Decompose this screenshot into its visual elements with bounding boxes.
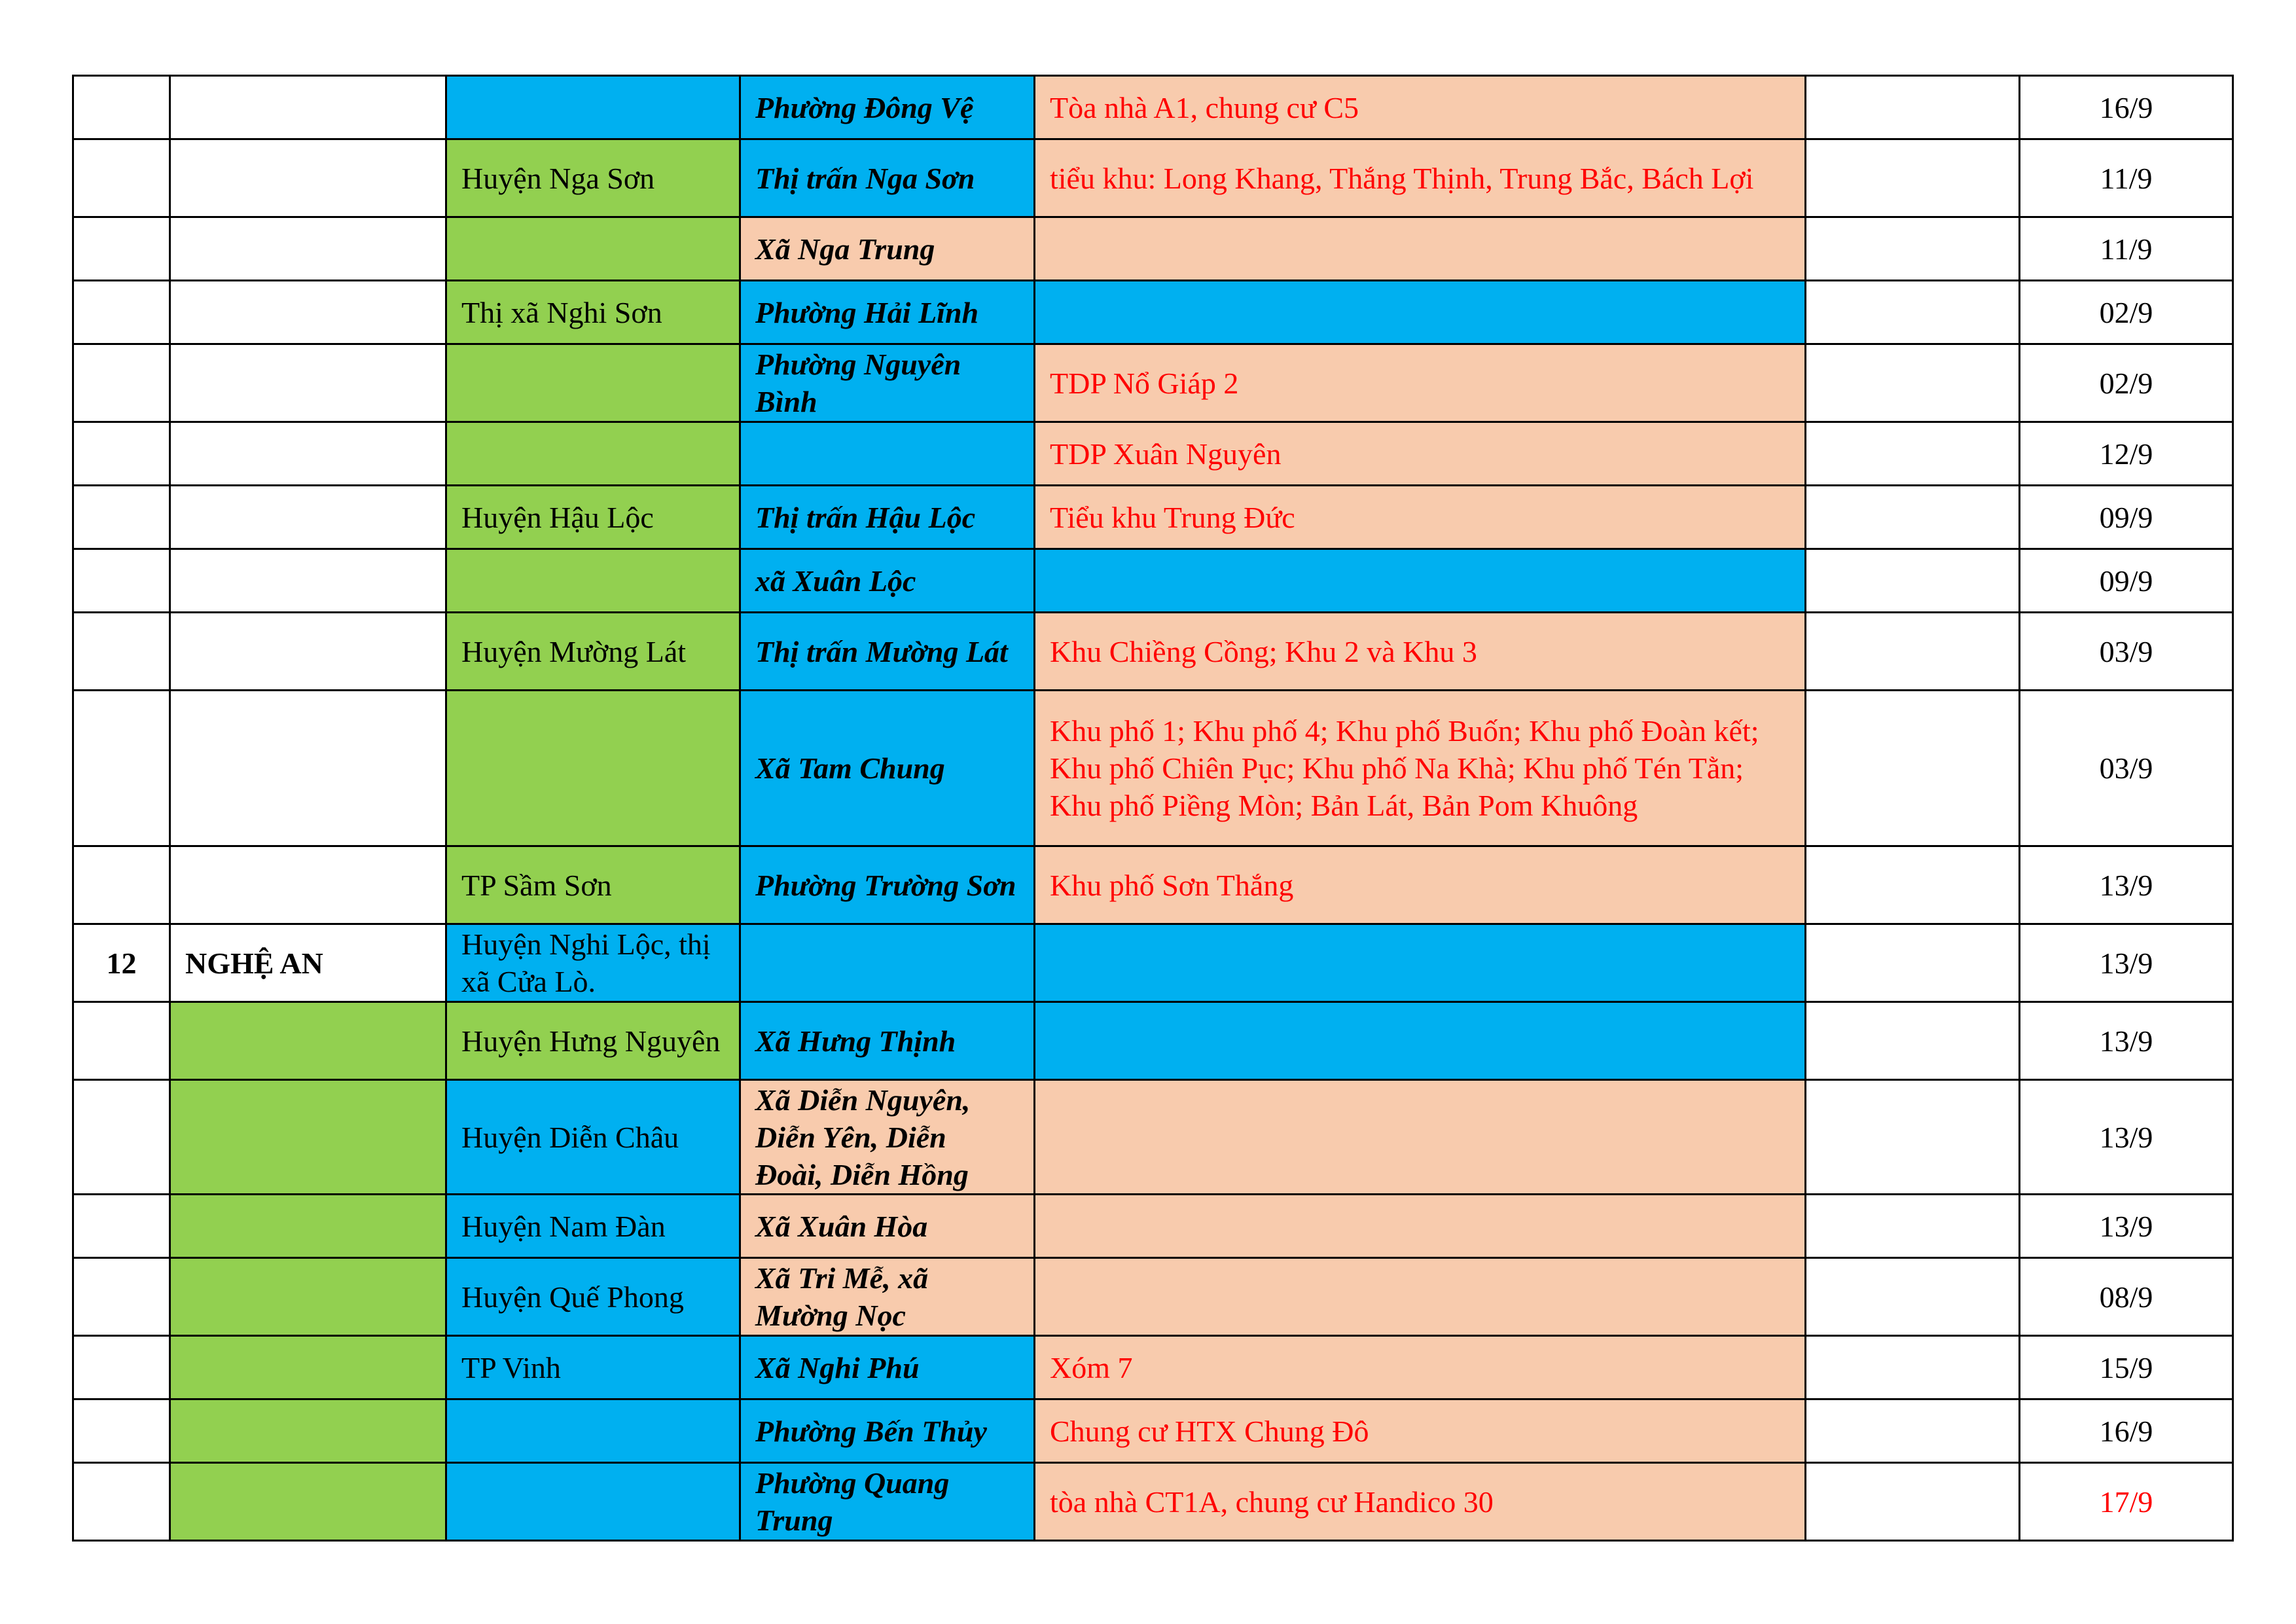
table-row [73,139,2233,217]
cell-ward [740,924,1035,1002]
cell-ward: Phường Hải Lĩnh [740,281,1035,344]
cell-stt [73,1258,170,1336]
cell-ward: Thị trấn Nga Sơn [740,139,1035,217]
cell-area: TDP Nổ Giáp 2 [1035,344,1806,422]
cell-date: 08/9 [2020,1258,2233,1336]
cell-district [446,344,740,422]
cell-province [170,1195,446,1258]
cell-date: 11/9 [2020,139,2233,217]
cell-district [446,1463,740,1541]
cell-stt: 12 [73,924,170,1002]
cell-province [170,344,446,422]
cell-date: 13/9 [2020,846,2233,924]
cell-note [1806,139,2020,217]
cell-stt [73,691,170,846]
cell-note [1806,613,2020,691]
cell-ward: Thị trấn Mường Lát [740,613,1035,691]
cell-date: 13/9 [2020,924,2233,1002]
cell-note [1806,1336,2020,1399]
cell-area [1035,281,1806,344]
cell-ward: Xã Hưng Thịnh [740,1002,1035,1080]
cell-stt [73,1002,170,1080]
cell-district: Huyện Hưng Nguyên [446,1002,740,1080]
cell-district: Huyện Nghi Lộc, thị xã Cửa Lò. [446,924,740,1002]
table-row [73,281,2233,344]
cell-date: 16/9 [2020,76,2233,139]
cell-province [170,139,446,217]
cell-stt [73,422,170,486]
table-row [73,1399,2233,1463]
cell-province [170,1002,446,1080]
cell-date: 13/9 [2020,1195,2233,1258]
cell-area: Xóm 7 [1035,1336,1806,1399]
cell-note [1806,924,2020,1002]
cell-note [1806,1399,2020,1463]
cell-stt [73,1195,170,1258]
cell-province [170,486,446,549]
cell-note [1806,344,2020,422]
cell-district [446,422,740,486]
cell-area: Tiểu khu Trung Đức [1035,486,1806,549]
cell-district: Huyện Mường Lát [446,613,740,691]
cell-stt [73,1399,170,1463]
cell-stt [73,1336,170,1399]
table-row [73,613,2233,691]
table-row [73,924,2233,1002]
cell-area [1035,1080,1806,1195]
table-row [73,1080,2233,1195]
cell-date: 16/9 [2020,1399,2233,1463]
cell-stt [73,76,170,139]
cell-area [1035,1002,1806,1080]
cell-note [1806,1258,2020,1336]
cell-note [1806,846,2020,924]
table-row [73,1463,2233,1541]
table-row [73,344,2233,422]
cell-date: 03/9 [2020,613,2233,691]
cell-date: 11/9 [2020,217,2233,281]
cell-ward: Phường Đông Vệ [740,76,1035,139]
cell-ward: Phường Trường Sơn [740,846,1035,924]
cell-province [170,1336,446,1399]
cell-ward: Thị trấn Hậu Lộc [740,486,1035,549]
cell-date: 02/9 [2020,281,2233,344]
cell-area [1035,1195,1806,1258]
cell-district: TP Sầm Sơn [446,846,740,924]
table-row [73,1195,2233,1258]
cell-province [170,1080,446,1195]
cell-date: 03/9 [2020,691,2233,846]
cell-province [170,76,446,139]
cell-note [1806,1195,2020,1258]
cell-province: NGHỆ AN [170,924,446,1002]
table-row [73,1002,2233,1080]
cell-stt [73,846,170,924]
cell-date: 15/9 [2020,1336,2233,1399]
cell-ward: Xã Nghi Phú [740,1336,1035,1399]
cell-stt [73,281,170,344]
cell-area [1035,217,1806,281]
cell-note [1806,422,2020,486]
cell-stt [73,344,170,422]
cell-ward: Xã Nga Trung [740,217,1035,281]
cell-district [446,1399,740,1463]
cell-ward [740,422,1035,486]
cell-province [170,1463,446,1541]
cell-stt [73,486,170,549]
cell-date: 13/9 [2020,1080,2233,1195]
cell-area: Tòa nhà A1, chung cư C5 [1035,76,1806,139]
cell-province [170,422,446,486]
cell-date: 09/9 [2020,486,2233,549]
cell-ward: Xã Xuân Hòa [740,1195,1035,1258]
cell-district [446,76,740,139]
cell-district: Huyện Diễn Châu [446,1080,740,1195]
cell-district: Huyện Nam Đàn [446,1195,740,1258]
table-row [73,422,2233,486]
table-body [73,76,2233,1541]
cell-note [1806,1080,2020,1195]
table-row [73,549,2233,613]
cell-stt [73,613,170,691]
table-row [73,76,2233,139]
table-row [73,846,2233,924]
cell-stt [73,549,170,613]
cell-ward: xã Xuân Lộc [740,549,1035,613]
cell-area: tiểu khu: Long Khang, Thắng Thịnh, Trung Bắc, Bách Lợi [1035,139,1806,217]
cell-district: Huyện Quế Phong [446,1258,740,1336]
cell-area: Khu phố 1; Khu phố 4; Khu phố Buốn; Khu phố Đoàn kết; Khu phố Chiên Pục; Khu phố Na Khà; Khu phố Tén Tằn; Khu phố Piềng Mòn; Bản Lát, Bản Pom Khuông [1035,691,1806,846]
cell-note [1806,1463,2020,1541]
cell-area: Chung cư HTX Chung Đô [1035,1399,1806,1463]
cell-province [170,1258,446,1336]
table-row [73,1336,2233,1399]
cell-note [1806,549,2020,613]
cell-province [170,846,446,924]
cell-area: Khu phố Sơn Thắng [1035,846,1806,924]
cell-district: TP Vinh [446,1336,740,1399]
cell-date: 17/9 [2020,1463,2233,1541]
cell-area [1035,924,1806,1002]
cell-area [1035,549,1806,613]
cell-ward: Xã Diễn Nguyên, Diễn Yên, Diễn Đoài, Diễn Hồng [740,1080,1035,1195]
cell-province [170,549,446,613]
cell-area: tòa nhà CT1A, chung cư Handico 30 [1035,1463,1806,1541]
cell-stt [73,1080,170,1195]
cell-note [1806,217,2020,281]
cell-area: TDP Xuân Nguyên [1035,422,1806,486]
cell-ward: Phường Quang Trung [740,1463,1035,1541]
cell-stt [73,217,170,281]
cell-note [1806,691,2020,846]
table-row [73,486,2233,549]
cell-district [446,217,740,281]
cell-note [1806,1002,2020,1080]
cell-note [1806,486,2020,549]
cell-province [170,217,446,281]
covid-area-table [72,75,2234,1542]
cell-date: 12/9 [2020,422,2233,486]
table-row [73,1258,2233,1336]
cell-note [1806,76,2020,139]
cell-ward: Xã Tri Mễ, xã Mường Nọc [740,1258,1035,1336]
cell-note [1806,281,2020,344]
cell-ward: Phường Nguyên Bình [740,344,1035,422]
cell-province [170,1399,446,1463]
cell-ward: Phường Bến Thủy [740,1399,1035,1463]
table-row [73,691,2233,846]
cell-date: 09/9 [2020,549,2233,613]
cell-district: Thị xã Nghi Sơn [446,281,740,344]
cell-area: Khu Chiềng Cồng; Khu 2 và Khu 3 [1035,613,1806,691]
cell-province [170,281,446,344]
cell-date: 13/9 [2020,1002,2233,1080]
table-row [73,217,2233,281]
cell-district: Huyện Nga Sơn [446,139,740,217]
cell-stt [73,1463,170,1541]
cell-stt [73,139,170,217]
cell-province [170,613,446,691]
cell-district: Huyện Hậu Lộc [446,486,740,549]
cell-province [170,691,446,846]
cell-date: 02/9 [2020,344,2233,422]
cell-district [446,691,740,846]
cell-area [1035,1258,1806,1336]
cell-ward: Xã Tam Chung [740,691,1035,846]
cell-district [446,549,740,613]
